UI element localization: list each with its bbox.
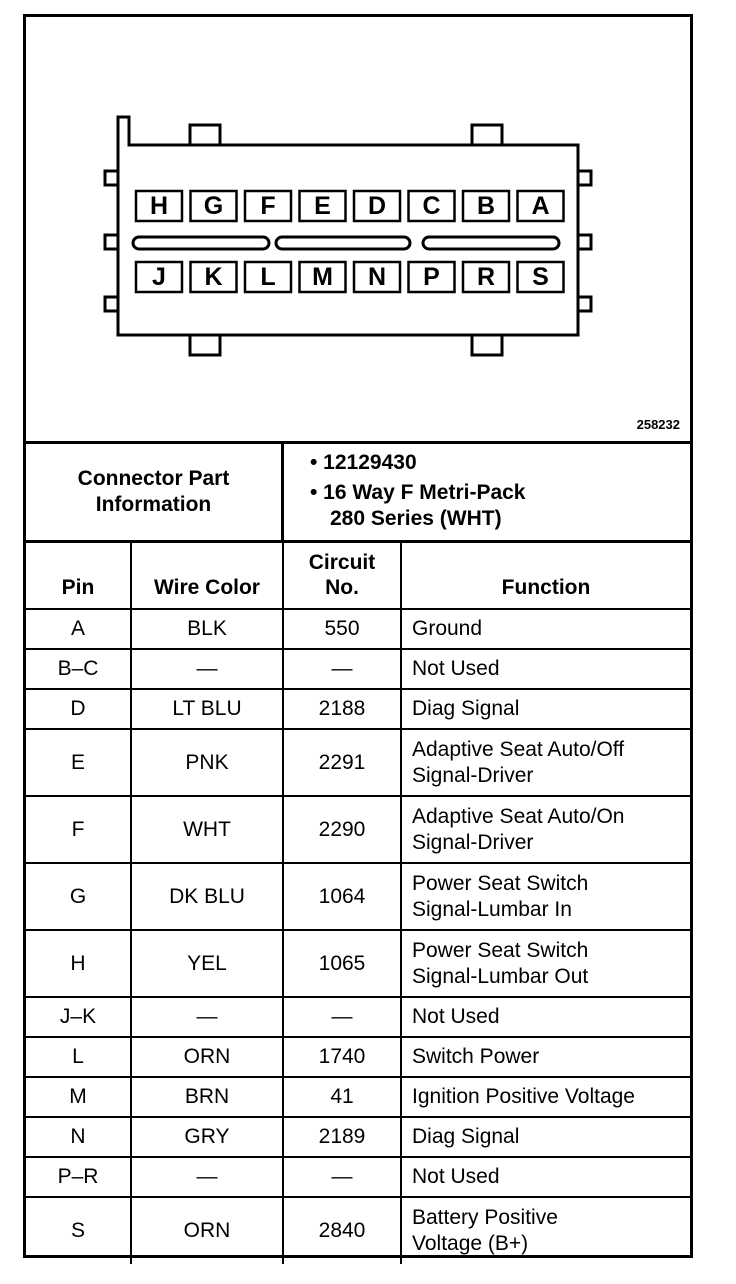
table-row bbox=[26, 930, 690, 997]
pin-cell: A bbox=[26, 609, 131, 649]
circuit-cell: 2189 bbox=[283, 1117, 401, 1157]
function-line: Voltage (B+) bbox=[412, 1232, 529, 1255]
wire-color-cell: — bbox=[131, 1157, 283, 1197]
wire-color-cell: — bbox=[131, 649, 283, 689]
wire-color-cell: — bbox=[131, 997, 283, 1037]
table-row bbox=[26, 609, 690, 649]
pin-label: E bbox=[314, 192, 331, 220]
wire-color-cell: BLK bbox=[131, 609, 283, 649]
function-cell bbox=[401, 1117, 690, 1157]
pin-label: S bbox=[532, 263, 549, 291]
wire-color-cell: LT BLU bbox=[131, 689, 283, 729]
wire-color-cell: WHT bbox=[131, 796, 283, 863]
table-row bbox=[26, 1037, 690, 1077]
header-pin: Pin bbox=[26, 543, 131, 609]
pin-cell: G bbox=[26, 863, 131, 930]
pin-label: H bbox=[149, 192, 169, 220]
function-line: Not Used bbox=[412, 1165, 500, 1188]
function-line: Signal-Driver bbox=[412, 830, 534, 854]
pin-label: B bbox=[476, 192, 496, 220]
pin-cell: E bbox=[26, 729, 131, 796]
pin-label: C bbox=[422, 192, 441, 220]
figure-number: 258232 bbox=[636, 417, 680, 432]
function-line: Diag Signal bbox=[412, 697, 520, 720]
circuit-cell: 550 bbox=[283, 609, 401, 649]
connector-diagram bbox=[26, 17, 690, 441]
function-line: Signal-Driver bbox=[412, 763, 534, 787]
pin-label: F bbox=[260, 192, 276, 220]
circuit-cell: 2188 bbox=[283, 689, 401, 729]
function-line: Signal-Lumbar In bbox=[412, 897, 572, 921]
connector-document bbox=[23, 14, 693, 1258]
table-header-row bbox=[26, 543, 690, 609]
wire-color-cell: ORN bbox=[131, 1197, 283, 1264]
pin-cell: J–K bbox=[26, 997, 131, 1037]
function-cell bbox=[401, 649, 690, 689]
function-cell bbox=[401, 689, 690, 729]
function-cell bbox=[401, 1197, 690, 1264]
description-line-1: • 16 Way F Metri-Pack bbox=[310, 481, 526, 504]
pin-cell: P–R bbox=[26, 1157, 131, 1197]
header-circuit-line-2: No. bbox=[325, 576, 359, 599]
pin-cell: N bbox=[26, 1117, 131, 1157]
circuit-cell: 2840 bbox=[283, 1197, 401, 1264]
pin-label: D bbox=[367, 192, 387, 220]
connector-description bbox=[310, 480, 684, 532]
circuit-cell: — bbox=[283, 997, 401, 1037]
circuit-cell: 2290 bbox=[283, 796, 401, 863]
table-row bbox=[26, 1077, 690, 1117]
connector-outline bbox=[26, 17, 690, 441]
table-row bbox=[26, 649, 690, 689]
table-row bbox=[26, 863, 690, 930]
function-cell bbox=[401, 1077, 690, 1117]
description-line-2: 280 Series (WHT) bbox=[330, 507, 502, 530]
pin-label: J bbox=[152, 263, 166, 291]
pin-cell: S bbox=[26, 1197, 131, 1264]
circuit-cell: — bbox=[283, 649, 401, 689]
function-line: Signal-Lumbar Out bbox=[412, 964, 589, 988]
pin-label: M bbox=[312, 263, 333, 291]
circuit-cell: 41 bbox=[283, 1077, 401, 1117]
function-cell bbox=[401, 863, 690, 930]
table-row bbox=[26, 689, 690, 729]
circuit-cell: 1740 bbox=[283, 1037, 401, 1077]
pin-cell: L bbox=[26, 1037, 131, 1077]
function-cell bbox=[401, 1037, 690, 1077]
info-label: Connector Part Information bbox=[26, 444, 284, 540]
function-cell bbox=[401, 729, 690, 796]
pin-label: G bbox=[203, 192, 224, 220]
function-line: Not Used bbox=[412, 1005, 500, 1028]
pin-cell: B–C bbox=[26, 649, 131, 689]
function-line: Diag Signal bbox=[412, 1125, 520, 1148]
info-values bbox=[284, 450, 684, 536]
pinout-table bbox=[26, 543, 690, 1264]
circuit-cell: 2291 bbox=[283, 729, 401, 796]
function-line: Not Used bbox=[412, 657, 500, 680]
function-line: Ignition Positive Voltage bbox=[412, 1085, 635, 1108]
function-line: Ground bbox=[412, 617, 483, 640]
table-row bbox=[26, 729, 690, 796]
wire-color-cell: DK BLU bbox=[131, 863, 283, 930]
header-function: Function bbox=[401, 543, 690, 609]
function-cell bbox=[401, 997, 690, 1037]
wire-color-cell: YEL bbox=[131, 930, 283, 997]
header-circuit bbox=[283, 543, 401, 609]
function-line: Battery Positive bbox=[412, 1206, 558, 1229]
pin-label: L bbox=[260, 263, 276, 291]
wire-color-cell: PNK bbox=[131, 729, 283, 796]
table-row bbox=[26, 1157, 690, 1197]
circuit-cell: — bbox=[283, 1157, 401, 1197]
function-line: Adaptive Seat Auto/On bbox=[412, 804, 625, 828]
pin-cell: H bbox=[26, 930, 131, 997]
table-row bbox=[26, 997, 690, 1037]
pin-label: R bbox=[476, 263, 496, 291]
pin-label: K bbox=[204, 263, 223, 291]
function-line: Power Seat Switch bbox=[412, 938, 589, 962]
function-cell bbox=[401, 1157, 690, 1197]
pin-cell: M bbox=[26, 1077, 131, 1117]
part-number: • 12129430 bbox=[310, 451, 417, 474]
function-cell bbox=[401, 796, 690, 863]
function-line: Adaptive Seat Auto/Off bbox=[412, 737, 625, 761]
function-cell bbox=[401, 930, 690, 997]
connector-part-info bbox=[26, 441, 690, 543]
wire-color-cell: ORN bbox=[131, 1037, 283, 1077]
circuit-cell: 1065 bbox=[283, 930, 401, 997]
pin-label: P bbox=[423, 263, 440, 291]
table-row bbox=[26, 1197, 690, 1264]
function-line: Switch Power bbox=[412, 1045, 540, 1068]
pin-label: A bbox=[531, 192, 550, 220]
wire-color-cell: BRN bbox=[131, 1077, 283, 1117]
function-line: Power Seat Switch bbox=[412, 871, 589, 895]
circuit-cell: 1064 bbox=[283, 863, 401, 930]
wire-color-cell: GRY bbox=[131, 1117, 283, 1157]
function-cell bbox=[401, 609, 690, 649]
pin-cell: F bbox=[26, 796, 131, 863]
pin-cell: D bbox=[26, 689, 131, 729]
header-circuit-line-1: Circuit bbox=[308, 551, 376, 574]
header-wire-color: Wire Color bbox=[131, 543, 283, 609]
table-row bbox=[26, 1117, 690, 1157]
pin-label: N bbox=[367, 263, 387, 291]
table-row bbox=[26, 796, 690, 863]
